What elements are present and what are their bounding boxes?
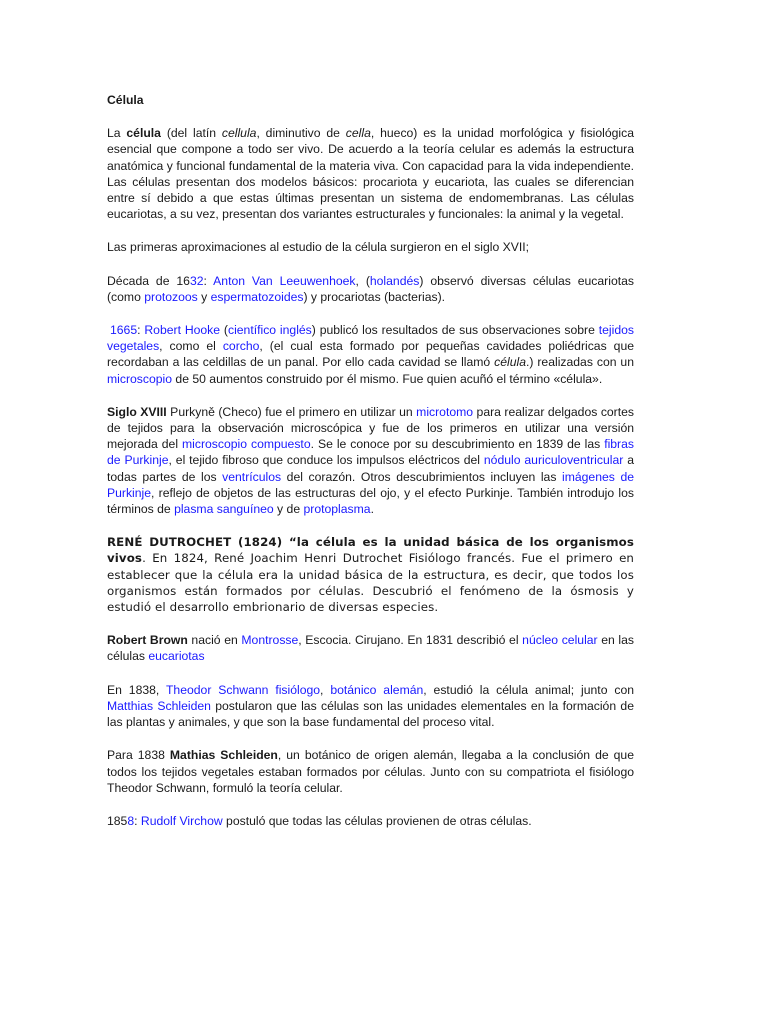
link-ventriculos[interactable]: ventrículos [222,469,282,484]
link-protozoos[interactable]: protozoos [144,289,198,304]
text-run: 185 [107,813,128,828]
link-year[interactable]: 8 [127,813,135,828]
link-matthias-schleiden[interactable]: Matthias Schleiden [107,698,211,713]
text-run: , (el cual esta formado por pequeñas cavidades poliédricas que recordaban a las celdillas de un panal. Por ello cada cavidad se llamó [107,339,634,370]
document-page [107,92,634,846]
link-theodor-schwann[interactable]: Theodor Schwann [165,682,269,697]
text-run: En 1838, [107,682,166,697]
text-run: ) publicó los resultados de sus observaciones sobre [311,323,599,338]
text-run: y [197,289,211,304]
paragraph-leeuwenhoek [107,273,634,305]
link-microscopio[interactable]: microscopio [107,371,173,386]
text-run: Para 1838 [107,748,170,763]
text-run: . [370,502,374,517]
text-run: nació en [187,633,242,648]
italic-term: cella [345,126,371,141]
document-title: Célula [107,93,144,107]
text-run: para realizar delgados cortes de tejidos para la observación microscópica y fue de los primeros en utilizar una versión mejorada del [107,404,635,452]
link-fisiologo[interactable]: fisiólogo [275,682,321,697]
text-run: de 50 aumentos construido por él mismo. Fue quien acuñó el término «célula». [172,371,603,386]
link-cientifico-ingles[interactable]: científico inglés [227,323,312,338]
text-run: en las células [107,633,635,664]
italic-term: célula [494,355,526,370]
link-year[interactable]: 32 [189,273,204,288]
text-run: . Se le conoce por su descubrimiento en 1839 de las [310,437,605,452]
text-run: , estudió la célula animal; junto con [423,682,635,697]
text-run: , como el [159,339,223,354]
paragraph-hooke [107,322,634,387]
link-rudolf-virchow[interactable]: Rudolf Virchow [140,813,223,828]
text-run: : [134,813,141,828]
link-fibras-purkinje[interactable]: fibras de Purkinje [107,437,634,468]
link-protoplasma[interactable]: protoplasma [303,502,371,517]
bold-term: Mathias Schleiden [169,748,278,763]
text-run: , ( [355,273,370,288]
bold-term: célula [126,126,161,141]
link-botanico-aleman[interactable]: botánico alemán [330,682,424,697]
link-microtomo[interactable]: microtomo [416,404,474,419]
text-run: postularon que las células son las unidades elementales en la formación de las plantas y animales, y que son la base fundamental del proceso vital. [107,698,634,730]
paragraph-schleiden [107,747,634,796]
link-plasma-sanguineo[interactable]: plasma sanguíneo [174,502,274,517]
text-run: , un botánico de origen alemán, llegaba a la conclusión de que todos los tejidos vegetales estaban formados por células. Junto con su compatriota el fisiólogo Theodor Schwann, formuló la teoría celular. [107,748,634,795]
text-run: .) realizadas con un [526,355,634,370]
italic-term: cellula [221,126,257,141]
link-tejidos-vegetales[interactable]: tejidos vegetales [107,323,634,354]
text-run: , el tejido fibroso que conduce los impulsos eléctricos del [168,453,484,468]
text-run: , hueco) es la unidad morfológica y fisiológica esencial que compone a todo ser vivo. De acuerdo a la teoría celular es además la estructura anatómica y funcional fundamental de la materia viva. Con capacidad para la vida independiente. Las células presentan dos modelos básicos: procariota y eucariota, las cuales se diferencian entre sí debido a que estas últimas presentan un sistema de endomembranas. Las células eucariotas, a su vez, presentan dos variantes estructurales y funcionales: la animal y la vegetal. [107,126,635,222]
link-nodulo-auriculoventricular[interactable]: nódulo auriculoventricular [483,453,624,468]
paragraph-intro: Las primeras aproximaciones al estudio de la célula surgieron en el siglo XVII; [107,240,530,255]
link-nucleo-celular[interactable]: núcleo celular [522,633,598,648]
text-run: y de [273,502,304,517]
text-run: , diminutivo de [256,126,346,141]
text-run: , Escocia. Cirujano. En 1831 describió el [298,633,523,648]
paragraph-dutrochet [107,534,634,615]
text-run: postuló que todas las células provienen de otras células. [222,813,532,828]
paragraph-brown [107,632,634,664]
link-holandes[interactable]: holandés [369,273,420,288]
text-run: : [137,323,145,338]
text-run: Purkyně (Checo) fue el primero en utilizar un [166,404,417,419]
link-microscopio-compuesto[interactable]: microscopio compuesto [182,437,311,452]
text-run: a todas partes de los [107,453,634,484]
paragraph-definition [107,125,634,222]
text-run: . En 1824, René Joachim Henri Dutrochet Fisiólogo francés. Fue el primero en establecer que la célula era la unidad básica de la estructura, es decir, que todos los organismos están formados por células. Descubrió el fenómeno de la ósmosis y estudió el desarrollo embrionario de diversas especies. [107,551,634,615]
link-corcho[interactable]: corcho [222,339,260,354]
text-run: La [107,126,127,141]
text-run: ) y procariotas (bacterias). [303,289,446,304]
text-run: ) observó diversas células eucariotas (como [107,273,634,304]
link-montrosse[interactable]: Montrosse [241,633,299,648]
link-robert-hooke[interactable]: Robert Hooke [144,323,221,338]
link-1665[interactable]: 1665 [110,323,138,338]
paragraph-purkyne [107,404,634,517]
bold-term: Siglo XVIII [107,404,167,419]
bold-term: Robert Brown [107,633,188,648]
text-run: , reflejo de objetos de las estructuras del ojo, y el efecto Purkinje. También introdujo los términos de [107,485,634,517]
bold-heading-dutrochet: RENÉ DUTROCHET (1824) “la célula es la unidad básica de los organismos vivos [107,535,634,566]
link-espermatozoides[interactable]: espermatozoides [210,289,304,304]
paragraph-schwann [107,682,634,731]
text-run: ( [220,323,228,338]
link-imagenes-purkinje[interactable]: imágenes de Purkinje [107,469,634,500]
link-leeuwenhoek[interactable]: Anton Van Leeuwenhoek [213,273,356,288]
paragraph-virchow [107,813,634,829]
text-run: : [203,273,214,288]
link-eucariotas[interactable]: eucariotas [148,649,205,664]
text-run: (del latín [160,126,222,141]
text-run: del corazón. Otros descubrimientos incluyen las [281,469,563,484]
text-run: Década de 16 [107,273,190,288]
text-run: , [320,682,331,697]
